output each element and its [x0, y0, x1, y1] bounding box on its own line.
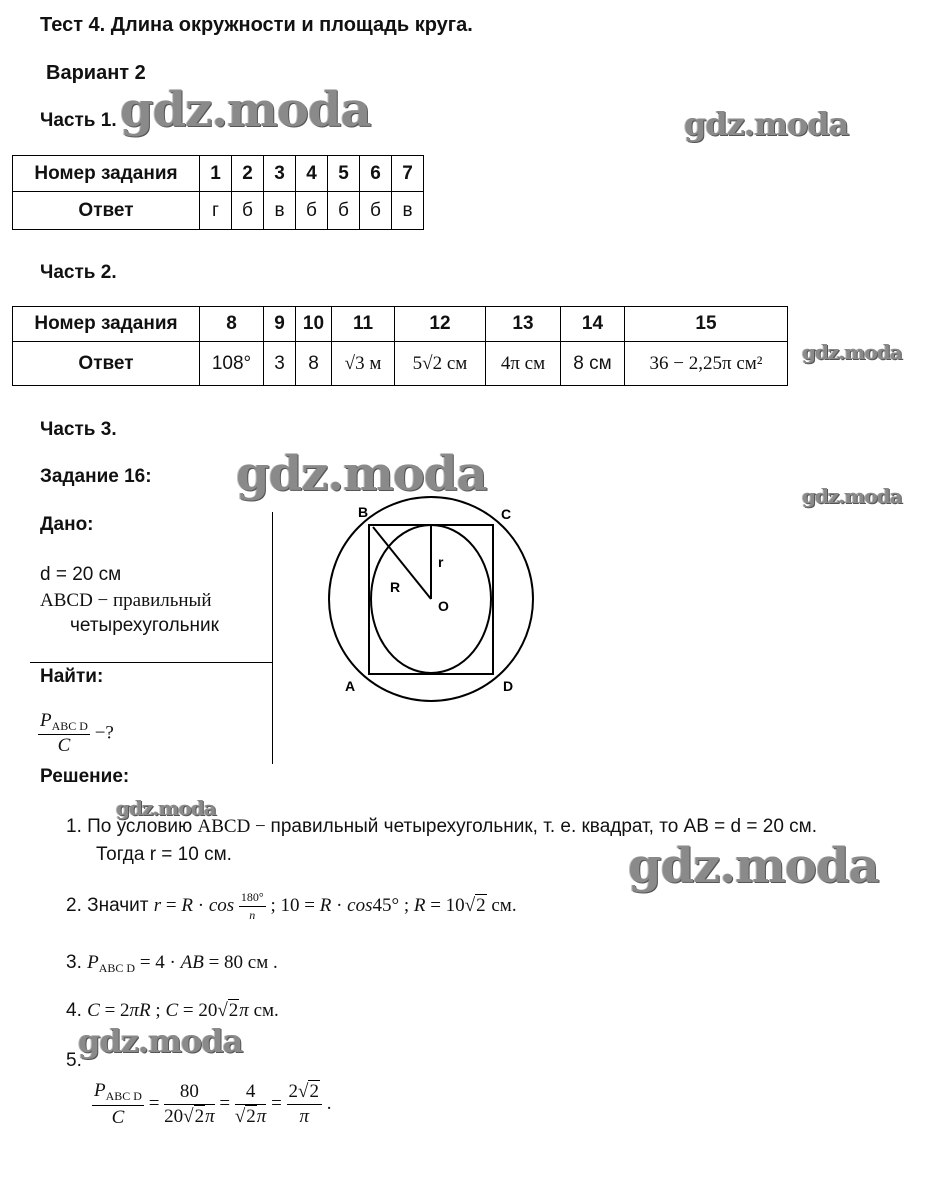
- radius-R-line: [373, 527, 431, 599]
- part1-answer: б: [296, 192, 328, 230]
- find-expression: $P_{ABC D}$ C −?: [40, 710, 114, 756]
- watermark: gdz.moda: [78, 1022, 243, 1060]
- part1-number: 4: [296, 156, 328, 192]
- center-o-label: O: [438, 598, 449, 614]
- given-abcd-2: четырехугольник: [70, 615, 219, 636]
- part1-number: 6: [360, 156, 392, 192]
- given-abcd: ABCD − правильный: [40, 590, 212, 611]
- part2-number: 15: [625, 307, 788, 342]
- part2-number: 8: [200, 307, 264, 342]
- watermark: gdz.moda: [684, 105, 849, 143]
- part2-number: 11: [332, 307, 395, 342]
- big-radius-label: R: [390, 579, 401, 595]
- part1-label: Часть 1.: [40, 110, 117, 131]
- part1-number: 7: [392, 156, 424, 192]
- part1-answer-label: Ответ: [13, 192, 200, 230]
- part2-header-label: Номер задания: [13, 307, 200, 342]
- part2-answer: 5√2 см: [395, 342, 486, 386]
- part2-header-row: [13, 307, 788, 342]
- vertex-c-label: C: [501, 506, 512, 522]
- watermark: gdz.moda: [802, 484, 902, 508]
- part1-number: 5: [328, 156, 360, 192]
- part1-header-label: Номер задания: [13, 156, 200, 192]
- vertex-a-label: A: [345, 678, 356, 694]
- given-diameter: d = 20 см: [40, 564, 122, 585]
- part2-answer-row: [13, 342, 788, 386]
- part1-answer: б: [360, 192, 392, 230]
- part1-number: 2: [232, 156, 264, 192]
- step-1-line-a: 1. По условию ABCD − правильный четырехугольник, т. е. квадрат, то AB = d = 20 см.: [66, 816, 818, 837]
- step-1-line-b: Тогда r = 10 см.: [96, 844, 232, 865]
- part1-header-row: [13, 156, 424, 192]
- step-4: 4. C = 2πR ; C = 20√2π см.: [66, 1000, 279, 1021]
- part2-number: 9: [264, 307, 296, 342]
- part1-number: 1: [200, 156, 232, 192]
- part2-answer: 8 см: [561, 342, 625, 386]
- part2-answer: 3: [264, 342, 296, 386]
- part2-answer: 108°: [200, 342, 264, 386]
- watermark: gdz.moda: [116, 796, 216, 820]
- step-5-formula: $\frac{P_{ABC D}}{C}$ = $\frac{80}{20√2\pi}$ = $\frac{4}{√2\pi}$ = $\frac{2√2}{\pi}$ .: [94, 1080, 332, 1128]
- part1-answer: б: [328, 192, 360, 230]
- step-5-number: 5.: [66, 1050, 82, 1071]
- given-divider-vertical: [272, 512, 273, 764]
- watermark: gdz.moda: [120, 82, 371, 138]
- part1-table: [12, 155, 424, 230]
- part1-answer: г: [200, 192, 232, 230]
- vertex-b-label: B: [358, 504, 369, 520]
- part2-number: 14: [561, 307, 625, 342]
- part2-answer: √3 м: [332, 342, 395, 386]
- given-divider-horizontal: [30, 662, 273, 663]
- solution-label: Решение:: [40, 766, 130, 787]
- step-2: 2. Значит r = R · cos $\frac{180^\circ}{n}$ ; 10 = R · cos45° ; R = 10√2 см.: [66, 890, 517, 922]
- step-3: 3. $P_{ABC D} = 4$ · AB = 80 см .: [66, 952, 278, 975]
- vertex-d-label: D: [503, 678, 514, 694]
- part1-number: 3: [264, 156, 296, 192]
- part2-number: 12: [395, 307, 486, 342]
- page-title: Тест 4. Длина окружности и площадь круга.: [40, 14, 473, 36]
- variant-label: Вариант 2: [46, 62, 146, 84]
- part1-answer: в: [392, 192, 424, 230]
- find-label: Найти:: [40, 666, 104, 687]
- watermark: gdz.moda: [802, 340, 902, 364]
- part2-number: 13: [486, 307, 561, 342]
- given-label: Дано:: [40, 514, 94, 535]
- geometry-diagram: [320, 495, 550, 705]
- part2-answer: 36 − 2,25π см²: [625, 342, 788, 386]
- part2-answer: 8: [296, 342, 332, 386]
- watermark: gdz.moda: [628, 838, 879, 894]
- small-radius-label: r: [438, 554, 444, 570]
- part1-answer: в: [264, 192, 296, 230]
- part1-answer-row: [13, 192, 424, 230]
- part2-answer-label: Ответ: [13, 342, 200, 386]
- part2-table: [12, 306, 788, 386]
- part2-label: Часть 2.: [40, 262, 117, 283]
- part3-label: Часть 3.: [40, 419, 117, 440]
- task-label: Задание 16:: [40, 466, 152, 487]
- part2-answer: 4π см: [486, 342, 561, 386]
- watermark: gdz.moda: [236, 446, 487, 502]
- part1-answer: б: [232, 192, 264, 230]
- part2-number: 10: [296, 307, 332, 342]
